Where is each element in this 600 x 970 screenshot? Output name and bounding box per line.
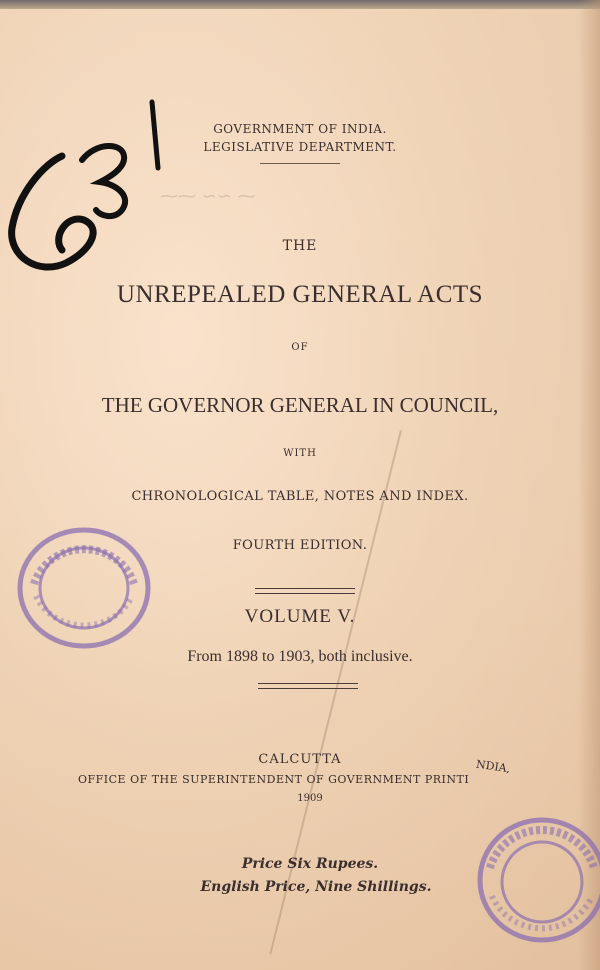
library-stamp-right [474,812,600,952]
header-line-2: LEGISLATIVE DEPARTMENT. [203,140,397,154]
book-title: UNREPEALED GENERAL ACTS [116,281,484,308]
price-line: Price Six Rupees. [241,856,379,872]
page-top-edge [0,0,600,9]
english-price-line: English Price, Nine Shillings. [200,879,432,895]
title-with: WITH [283,448,317,459]
authority-line: THE GOVERNOR GENERAL IN COUNCIL, [101,393,499,417]
imprint-publisher-overflow: NDIA, [475,757,511,776]
volume-label: VOLUME V. [244,606,356,627]
volume-rule-bottom [258,683,358,689]
volume-rule-top [255,588,355,594]
faded-ink-mark: ⁓⁓ ∽∽ ⁓ [160,186,256,207]
contents-line: CHRONOLOGICAL TABLE, NOTES AND INDEX. [131,489,469,504]
header-rule [260,163,340,164]
imprint-publisher: OFFICE OF THE SUPERINTENDENT OF GOVERNMENT PRINTI [78,773,470,786]
header-line-1: GOVERNMENT OF INDIA. [213,122,387,136]
page-fold-crease [269,430,402,954]
title-of: OF [291,342,309,353]
library-stamp-left [14,524,154,654]
imprint-city: CALCUTTA [258,752,342,767]
edition-line: FOURTH EDITION. [232,538,368,553]
title-article: THE [282,238,318,254]
imprint-year: 1909 [297,793,323,804]
volume-range: From 1898 to 1903, both inclusive. [187,648,413,665]
